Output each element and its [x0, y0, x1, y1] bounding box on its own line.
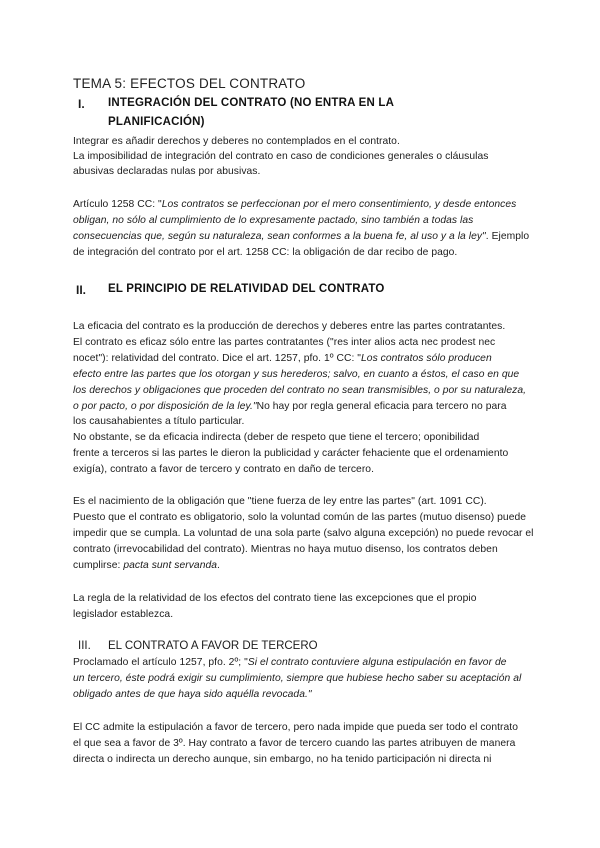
section-1-heading-line-1: INTEGRACIÓN DEL CONTRATO (NO ENTRA EN LA	[108, 97, 395, 109]
section-2-paragraph-line	[73, 352, 492, 366]
section-2-paragraph-line: los derechos y obligaciones que proceden del contrato no sean transmisibles, o por su naturaleza,	[73, 385, 527, 396]
section-1-paragraph-line: La imposibilidad de integración del contrato en caso de condiciones generales o cláusulas	[73, 151, 489, 162]
article-1258-line-4: de integración del contrato por el art. 1258 CC: la obligación de dar recibo de pago.	[73, 247, 458, 258]
section-2-paragraph-line: El contrato es eficaz sólo entre las partes contratantes ("res inter alios acta nec prodest nec	[73, 337, 496, 348]
section-2-heading: EL PRINCIPIO DE RELATIVIDAD DEL CONTRATO	[108, 283, 385, 295]
section-2-paragraph-line: Es el nacimiento de la obligación que "tiene fuerza de ley entre las partes" (art. 1091 CC).	[73, 496, 487, 507]
section-2-paragraph-line: contrato (irrevocabilidad del contrato). Mientras no haya mutuo disenso, los contratos deben	[73, 544, 498, 555]
rule-text: No hay por regla general eficacia para tercero no para	[256, 401, 507, 412]
section-2-paragraph-line: La regla de la relatividad de los efectos del contrato tiene las excepciones que el propio	[73, 593, 477, 604]
section-1-paragraph-line: abusivas declaradas nulas por abusivas.	[73, 166, 261, 177]
section-2-paragraph-line: Puesto que el contrato es obligatorio, solo la voluntad común de las partes (mutuo disenso) puede	[73, 512, 527, 523]
section-3-paragraph-line: el que sea a favor de 3º. Hay contrato a favor de tercero cuando las partes atribuyen de manera	[73, 738, 516, 749]
section-2-paragraph-line: frente a terceros si las partes le dieron la publicidad y carácter fehaciente que el ordenamiento	[73, 448, 509, 459]
section-2-paragraph-line: No obstante, se da eficacia indirecta (deber de respeto que tiene el tercero; oponibilidad	[73, 432, 480, 443]
cumplirse-text: cumplirse:	[73, 560, 124, 571]
section-2-paragraph-line: legislador establezca.	[73, 609, 174, 620]
section-2-paragraph-line	[73, 400, 507, 414]
article-1257-2-quote: Si el contrato contuviere alguna estipulación en favor de	[247, 657, 507, 668]
article-1258-line-3	[73, 230, 529, 244]
section-3-paragraph-line	[73, 656, 507, 670]
section-3-paragraph-line: obligado antes de que haya sido aquélla revocada."	[73, 689, 312, 700]
latin-maxim: pacta sunt servanda	[123, 560, 218, 571]
section-1-heading-line-2: PLANIFICACIÓN)	[108, 116, 205, 128]
section-2-paragraph-line: efecto entre las partes que los otorgan y sus herederos; salvo, en cuanto a éstos, el caso en que	[73, 369, 520, 380]
section-2-paragraph-line: impedir que se cumpla. La voluntad de una sola parte (salvo alguna excepción) no puede revocar el	[73, 528, 534, 539]
section-3-paragraph-line: directa o indirecta un derecho aunque, sin embargo, no ha tenido participación ni directa ni	[73, 754, 492, 765]
section-3-paragraph-line: El CC admite la estipulación a favor de tercero, pero nada impide que pueda ser todo el contrato	[73, 722, 518, 733]
article-1258-line-1	[73, 198, 516, 212]
section-2-paragraph-line: los causahabientes a título particular.	[73, 416, 245, 427]
period: .	[217, 560, 220, 571]
section-2-paragraph-line: La eficacia del contrato es la producción de derechos y deberes entre las partes contratantes.	[73, 321, 506, 332]
article-1257-ref: nocet"): relatividad del contrato. Dice el art. 1257, pfo. 1º CC: "	[73, 353, 362, 364]
page-title: TEMA 5: EFECTOS DEL CONTRATO	[73, 76, 306, 91]
section-3-paragraph-line: un tercero, éste podrá exigir su cumplimiento, siempre que hubiese hecho saber su aceptación al	[73, 673, 522, 684]
article-1257-2-ref: Proclamado el artículo 1257, pfo. 2º; "	[73, 657, 248, 668]
section-1-paragraph-line: Integrar es añadir derechos y deberes no contemplados en el contrato.	[73, 136, 400, 147]
article-1258-quote: Los contratos se perfeccionan por el mero consentimiento, y desde entonces	[161, 199, 517, 210]
article-1257-quote-end: o por pacto, o por disposición de la ley."	[73, 401, 257, 412]
article-1257-quote: Los contratos sólo producen	[361, 353, 492, 364]
article-1258-quote-end: consecuencias que, según su naturaleza, sean conformes a la buena fe, al uso y a la ley"	[73, 231, 486, 242]
section-3-number: III.	[78, 640, 91, 652]
section-2-paragraph-line: exigía), contrato a favor de tercero y contrato en daño de tercero.	[73, 464, 374, 475]
section-2-paragraph-line	[73, 559, 220, 573]
example-label: . Ejemplo	[485, 231, 530, 242]
article-1258-ref: Artículo 1258 CC: "	[73, 199, 162, 210]
section-3-heading: EL CONTRATO A FAVOR DE TERCERO	[108, 640, 318, 652]
section-2-number: II.	[76, 283, 87, 297]
section-1-number: I.	[78, 97, 85, 111]
article-1258-line-2: obligan, no sólo al cumplimiento de lo expresamente pactado, sino también a todas las	[73, 215, 474, 226]
